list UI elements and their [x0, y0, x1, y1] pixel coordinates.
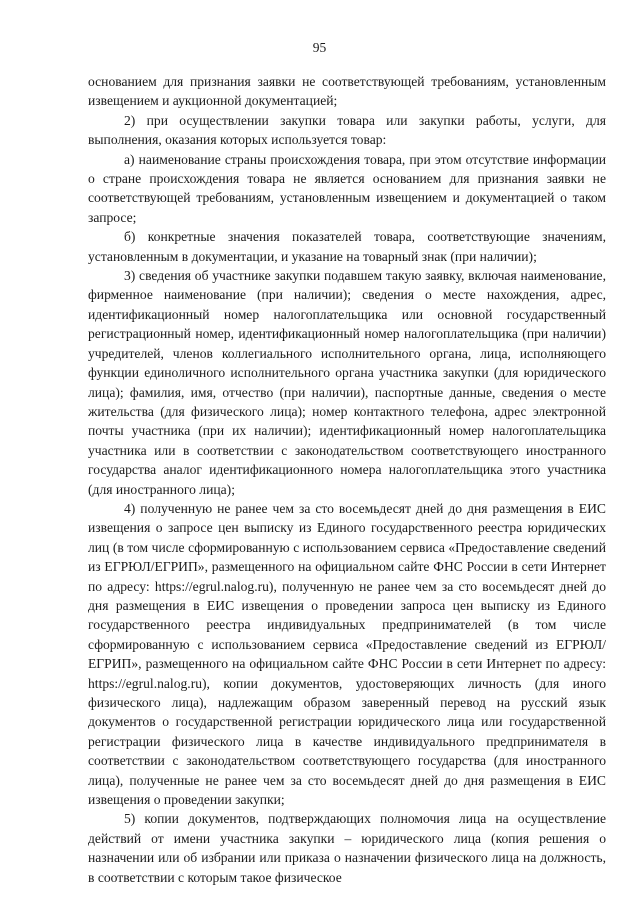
paragraph-item-3: 3) сведения об участнике закупки подавшем такую заявку, включая наименование, фирменное наименование (при наличии); сведения о месте нахождения, адрес, идентификационный номер налогоплательщика или основной государственный регистрационный номер, идентификационный номер налогоплательщика (при наличии) учредителей, членов коллегиального исполнительного органа, лица, исполняющего функции единоличного исполнительного органа участника закупки (для юридического лица); фамилия, имя, отчество (при наличии), паспортные данные, сведения о месте жительства (для физического лица); номер контактного телефона, адрес электронной почты участника (при их наличии); идентификационный номер налогоплательщика участника или в соответствии с законодательством соответствующего иностранного государства аналог идентификационного номера налогоплательщика этого участника (для иностранного лица);	[88, 268, 606, 497]
paragraph-continuation: основанием для признания заявки не соответствующей требованиям, установленным извещением и аукционной документацией;	[88, 74, 606, 109]
paragraph-item-2: 2) при осуществлении закупки товара или закупки работы, услуги, для выполнения, оказания которых используется товар:	[88, 112, 606, 148]
paragraph-item-2b: б) конкретные значения показателей товара, соответствующие значениям, установленным в документации, и указание на товарный знак (при наличии);	[88, 229, 606, 264]
paragraph-item-4: 4) полученную не ранее чем за сто восемьдесят дней до дня размещения в ЕИС извещения о запросе цен выписку из Единого государственного реестра юридических лиц (в том числе сформированную с использованием сервиса «Предоставление сведений из ЕГРЮЛ/ЕГРИП», размещенного на официальном сайте ФНС России в сети Интернет по адресу: https://egrul.nalog.ru), полученную не ранее чем за сто восемьдесят дней до дня размещения в ЕИС извещения о проведении запроса цен выписку из Единого государственного реестра индивидуальных предпринимателей (в том числе сформированную с использованием сервиса «Предоставление сведений из ЕГРЮЛ/ЕГРИП», размещенного на официальном сайте ФНС России в сети Интернет по адресу: https://egrul.nalog.ru), копии документов, удостоверяющих личность (для иного физического лица), надлежащим образом заверенный перевод на русский язык документов о государственной регистрации юридического лица или государственной регистрации физического лица в качестве индивидуального предпринимателя в соответствии с законодательством соответствующего государства (для иностранного лица), полученные не ранее чем за сто восемьдесят дней до дня размещения в ЕИС извещения о проведении закупки;	[88, 500, 606, 808]
page-number: 95	[312, 40, 327, 55]
paragraph-item-2a: а) наименование страны происхождения товара, при этом отсутствие информации о стране происхождения товара не является основанием для признания заявки не соответствующей требованиям, установленным извещением и документацией о таком запросе;	[88, 151, 606, 225]
paragraph-item-5: 5) копии документов, подтверждающих полномочия лица на осуществление действий от имени участника закупки – юридического лица (копия решения о назначении или об избрании или приказа о назначении физического лица на должность, в соответствии с которым такое физическое	[88, 811, 606, 885]
body-text	[88, 72, 606, 887]
